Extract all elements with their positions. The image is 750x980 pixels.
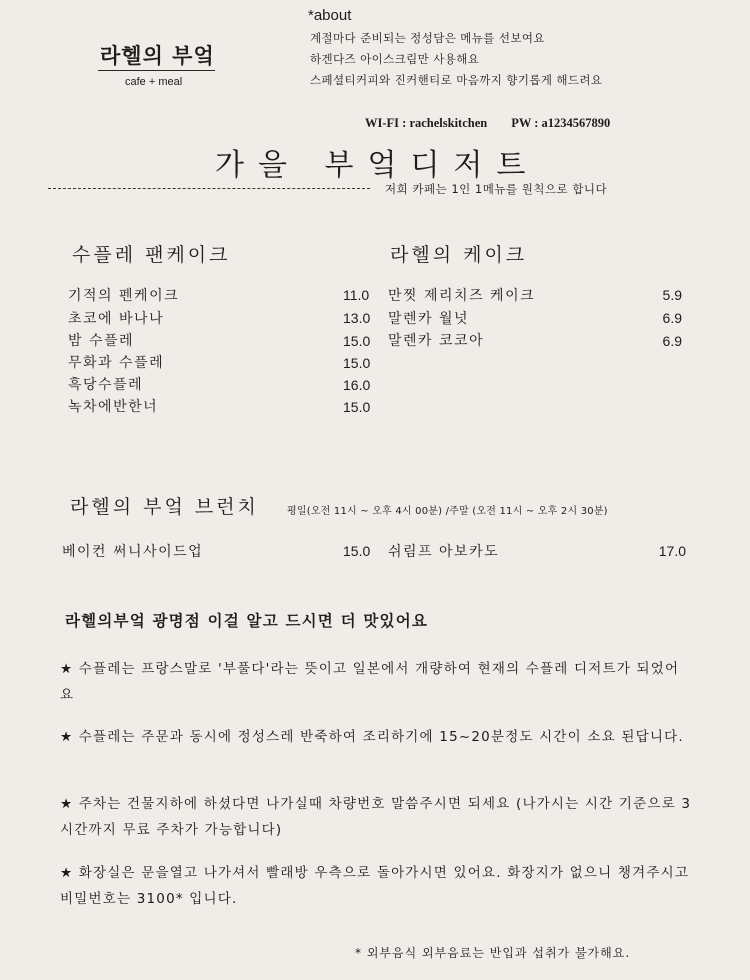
about-line: 하겐다즈 아이스크림만 사용해요 <box>310 52 480 66</box>
about-heading: *about <box>308 7 352 24</box>
menu-title: 가을 부엌디저트 <box>215 148 540 183</box>
brunch-hours-note: 평일(오전 11시 ~ 오후 4시 00분) /주말 (오전 11시 ~ 오후 2시 30분) <box>287 506 608 517</box>
tip-item: ★ 주차는 건물지하에 하셨다면 나가실때 차량번호 말씀주시면 되세요 (나가시는 시간 기준으로 3시간까지 무료 주차가 가능합니다) <box>60 796 692 838</box>
menu-item-name: 녹차에반한너 <box>68 399 159 415</box>
menu-item-price: 6.9 <box>662 310 682 326</box>
menu-item-name: 말렌카 코코아 <box>388 333 485 349</box>
menu-item-name: 말렌카 월넛 <box>388 311 470 327</box>
about-line: 스페셜티커피와 진커핸티로 마음까지 향기롭게 해드려요 <box>310 73 603 87</box>
menu-item-price: 15.0 <box>343 543 371 559</box>
menu-item-name: 밤 수플레 <box>68 333 135 349</box>
wifi-ssid: WI-FI : rachelskitchen <box>365 116 488 130</box>
logo-divider <box>98 70 215 71</box>
cake-heading: 라헬의 케이크 <box>390 244 528 266</box>
tips-heading: 라헬의부엌 광명점 이걸 알고 드시면 더 맛있어요 <box>65 612 429 630</box>
menu-item-price: 15.0 <box>343 399 371 415</box>
logo-subtitle: cafe + meal <box>125 76 183 88</box>
dashed-divider <box>48 188 370 189</box>
outside-food-notice: * 외부음식 외부음료는 반입과 섭취가 불가해요. <box>355 946 631 960</box>
souffle-heading: 수플레 팬케이크 <box>72 244 231 266</box>
menu-item-price: 13.0 <box>343 310 371 326</box>
menu-item-price: 6.9 <box>662 333 682 349</box>
menu-item-price: 16.0 <box>343 377 371 393</box>
one-menu-rule-note: 저희 카페는 1인 1메뉴를 원칙으로 합니다 <box>385 182 608 196</box>
logo-title: 라헬의 부엌 <box>100 44 215 68</box>
menu-item-name: 기적의 펜케이크 <box>68 288 180 304</box>
menu-item-price: 15.0 <box>343 333 371 349</box>
tip-item: ★ 수플레는 프랑스말로 '부풀다'라는 뜻이고 일본에서 개량하여 현재의 수플레 디저트가 되었어요 <box>60 661 680 703</box>
menu-item-name: 흑당수플레 <box>68 377 144 393</box>
menu-item-price: 5.9 <box>662 287 682 303</box>
brunch-heading: 라헬의 부엌 브런치 <box>70 496 259 518</box>
wifi-info <box>365 116 610 131</box>
menu-item-price: 17.0 <box>658 543 686 559</box>
menu-item-name: 만찟 제리치즈 케이크 <box>388 288 536 304</box>
menu-item-name: 쉬림프 아보카도 <box>388 544 500 560</box>
about-line: 계절마다 준비되는 정성담은 메뉴를 선보여요 <box>310 31 545 45</box>
wifi-password: PW : a1234567890 <box>511 116 611 130</box>
menu-item-name: 무화과 수플레 <box>68 355 165 371</box>
menu-item-name: 초코에 바나나 <box>68 311 165 327</box>
menu-item-price: 11.0 <box>343 287 370 303</box>
menu-item-name: 베이컨 써니사이드업 <box>62 544 204 560</box>
menu-item-price: 15.0 <box>343 355 371 371</box>
tip-item: ★ 수플레는 주문과 동시에 정성스레 반죽하여 조리하기에 15~20분정도 시간이 소요 된답니다. <box>60 729 684 745</box>
tip-item: ★ 화장실은 문을열고 나가셔서 빨래방 우측으로 돌아가시면 있어요. 화장지가 없으니 챙겨주시고 비밀번호는 3100* 입니다. <box>60 865 690 907</box>
